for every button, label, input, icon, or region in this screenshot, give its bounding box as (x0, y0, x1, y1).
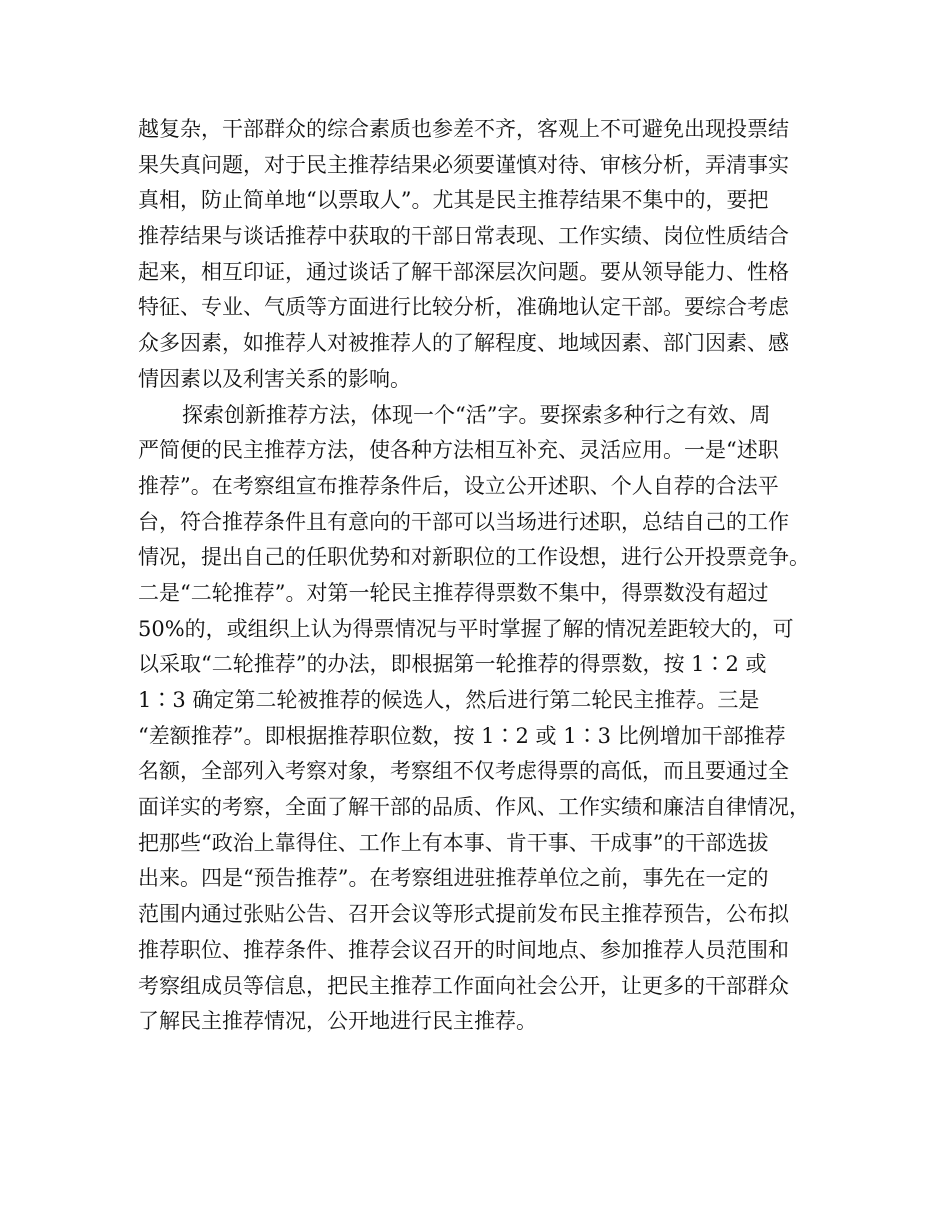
text-line: 众多因素，如推荐人对被推荐人的了解程度、地域因素、部门因素、感 (138, 331, 789, 356)
text-line: 探索创新推荐方法，体现一个“活”字。要探索多种行之有效、周 (182, 402, 771, 427)
text-line: 了解民主推荐情况，公开地进行民主推荐。 (138, 1009, 537, 1034)
text-line: 推荐”。在考察组宣布推荐条件后，设立公开述职、个人自荐的合法平 (138, 473, 779, 498)
text-line: 把那些“政治上靠得住、工作上有本事、肯干事、干成事”的干部选拔 (138, 830, 769, 855)
text-line: 50%的，或组织上认为得票情况与平时掌握了解的情况差距较大的，可 (138, 616, 794, 641)
text-line: 越复杂，干部群众的综合素质也参差不齐，客观上不可避免出现投票结 (138, 117, 789, 141)
text-line: 台，符合推荐条件且有意向的干部可以当场进行述职，总结自己的工作 (138, 509, 789, 534)
text-line: “差额推荐”。即根据推荐职位数，按 1∶2 或 1∶3 比例增加干部推荐 (138, 723, 786, 748)
text-line: 推荐职位、推荐条件、推荐会议召开的时间地点、参加推荐人员范围和 (138, 937, 789, 962)
text-line: 考察组成员等信息，把民主推荐工作面向社会公开，让更多的干部群众 (138, 973, 789, 998)
text-line: 推荐结果与谈话推荐中获取的干部日常表现、工作实绩、岗位性质结合 (138, 224, 789, 249)
text-line: 真相，防止简单地“以票取人”。尤其是民主推荐结果不集中的，要把 (138, 188, 769, 213)
paragraph-1 (138, 112, 828, 398)
text-line: 名额，全部列入考察对象，考察组不仅考虑得票的高低，而且要通过全 (138, 759, 789, 784)
text-line: 二是“二轮推荐”。对第一轮民主推荐得票数不集中，得票数没有超过 (138, 580, 769, 605)
text-line: 1∶3 确定第二轮被推荐的候选人，然后进行第二轮民主推荐。三是 (138, 688, 760, 712)
text-line: 面详实的考察，全面了解干部的品质、作风、工作实绩和廉洁自律情况， (138, 795, 810, 820)
text-line: 以采取“二轮推荐”的办法，即根据第一轮推荐的得票数，按 1∶2 或 (138, 652, 767, 677)
text-line: 范围内通过张贴公告、召开会议等形式提前发布民主推荐预告，公布拟 (138, 902, 789, 927)
paragraph-2 (138, 398, 828, 1040)
text-line: 情况，提出自己的任职优势和对新职位的工作设想，进行公开投票竞争。 (138, 545, 810, 570)
text-line: 出来。四是“预告推荐”。在考察组进驻推荐单位之前，事先在一定的 (138, 866, 769, 891)
text-line: 特征、专业、气质等方面进行比较分析，准确地认定干部。要综合考虑 (138, 295, 789, 320)
text-line: 起来，相互印证，通过谈话了解干部深层次问题。要从领导能力、性格 (138, 259, 789, 284)
text-line: 果失真问题，对于民主推荐结果必须要谨慎对待、审核分析，弄清事实 (138, 152, 789, 177)
text-line: 严简便的民主推荐方法，使各种方法相互补充、灵活应用。一是“述职 (138, 438, 779, 463)
text-line: 情因素以及利害关系的影响。 (138, 366, 411, 391)
document-body (138, 112, 828, 1040)
